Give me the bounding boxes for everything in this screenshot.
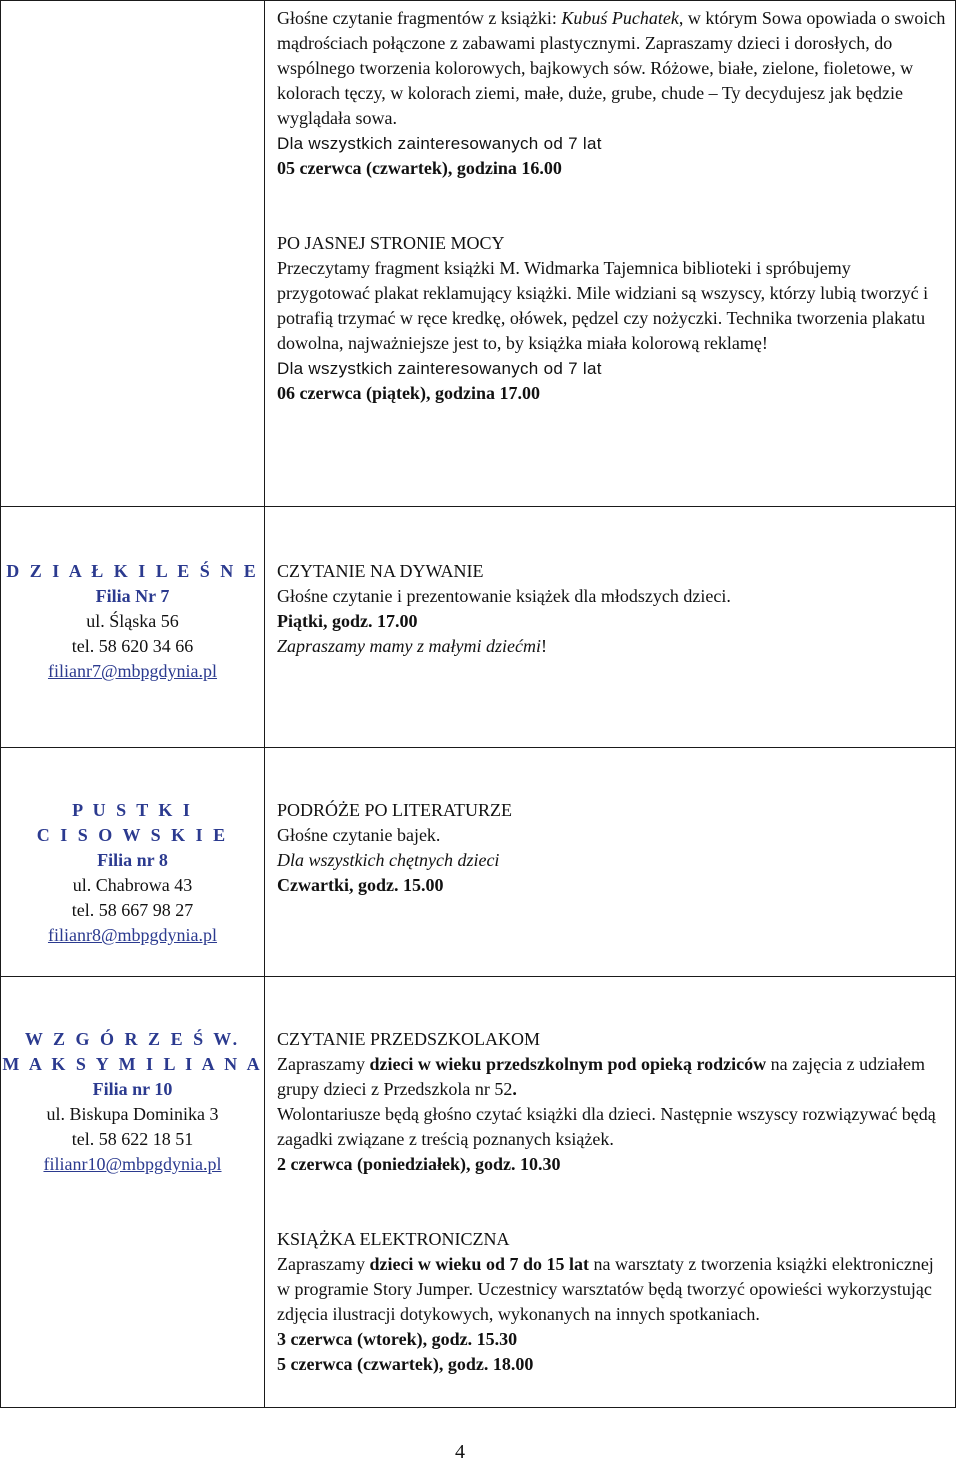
library-name: W Z G Ó R Z E Ś W. (24, 1029, 241, 1049)
event-title: PODRÓŻE PO LITERATURZE (277, 800, 512, 820)
event-title: PO JASNEJ STRONIE MOCY (277, 233, 505, 253)
event-note: Zapraszamy mamy z małymi dziećmi! (277, 636, 547, 656)
library-cell (1, 507, 265, 748)
event-title: CZYTANIE PRZEDSZKOLAKOM (277, 1029, 541, 1049)
library-cell-empty (1, 1, 265, 507)
library-name: D Z I A Ł K I L E Ś N E (6, 561, 259, 581)
library-name-line2: M A K S Y M I L I A N A (2, 1054, 263, 1074)
event-cell (265, 1, 956, 507)
schedule-row (1, 748, 956, 977)
event-audience: Dla wszystkich chętnych dzieci (277, 850, 500, 870)
event-audience: Dla wszystkich zainteresowanych od 7 lat (277, 359, 602, 378)
event-date: 05 czerwca (czwartek), godzina 16.00 (277, 158, 562, 178)
library-phone: tel. 58 667 98 27 (71, 900, 194, 920)
event-date: 3 czerwca (wtorek), godz. 15.30 (277, 1329, 518, 1349)
library-street: ul. Biskupa Dominika 3 (46, 1104, 219, 1124)
event-date: 06 czerwca (piątek), godzina 17.00 (277, 383, 540, 403)
event-description-2: Wolontariusze będą głośno czytać książki dla dzieci. Następnie wszyscy rozwiązywać będą zagadki związane z treścią poznanych książek. (277, 1104, 936, 1149)
event-description: Zapraszamy dzieci w wieku przedszkolnym pod opieką rodziców na zajęcia z udziałem grupy dzieci z Przedszkola nr 52. (277, 1054, 926, 1099)
library-email-link[interactable]: filianr7@mbpgdynia.pl (47, 661, 218, 681)
book-title: Kubuś Puchatek (561, 8, 679, 28)
event-title: CZYTANIE NA DYWANIE (277, 561, 484, 581)
event-date-2: 5 czerwca (czwartek), godz. 18.00 (277, 1354, 534, 1374)
event-date: Piątki, godz. 17.00 (277, 611, 418, 631)
page-number: 4 (455, 1441, 465, 1463)
library-email-link[interactable]: filianr10@mbpgdynia.pl (43, 1154, 222, 1174)
branch-number: Filia Nr 7 (95, 586, 170, 606)
library-cell (1, 748, 265, 977)
library-phone: tel. 58 620 34 66 (71, 636, 194, 656)
event-cell (265, 977, 956, 1408)
library-street: ul. Chabrowa 43 (72, 875, 193, 895)
event-date: 2 czerwca (poniedziałek), godz. 10.30 (277, 1154, 561, 1174)
event-audience: Dla wszystkich zainteresowanych od 7 lat (277, 134, 602, 153)
event-date: Czwartki, godz. 15.00 (277, 875, 444, 895)
event-cell (265, 748, 956, 977)
library-street: ul. Śląska 56 (86, 611, 179, 631)
schedule-row (1, 507, 956, 748)
library-name: P U S T K I (72, 800, 193, 820)
event-description: Zapraszamy dzieci w wieku od 7 do 15 lat na warsztaty z tworzenia książki elektronicznej w programie Story Jumper. Uczestnicy warsztatów będą tworzyć opowieści wykorzystując zdjęcia ilustracji dotykowych, wykonanych na innych spotkaniach. (277, 1254, 934, 1324)
event-cell (265, 507, 956, 748)
library-email-link[interactable]: filianr8@mbpgdynia.pl (47, 925, 218, 945)
library-phone: tel. 58 622 18 51 (71, 1129, 194, 1149)
schedule-row (1, 977, 956, 1408)
branch-number: Filia nr 8 (97, 850, 168, 870)
event-description: Głośne czytanie i prezentowanie książek dla młodszych dzieci. (277, 586, 731, 606)
event-title: KSIĄŻKA ELEKTRONICZNA (277, 1229, 510, 1249)
event-description: Głośne czytanie bajek. (277, 825, 441, 845)
event-description: Przeczytamy fragment książki M. Widmarka Tajemnica biblioteki i spróbujemy przygotować plakat reklamujący książki. Mile widziani są wszyscy, którzy lubią tworzyć i potrafią trzymać w ręce kredkę, ołówek, pędzel czy nożyczki. Technika tworzenia plakatu dowolna, najważniejsze jest to, by książka miała kolorową reklamę! (277, 258, 929, 353)
library-cell (1, 977, 265, 1408)
schedule-row (1, 1, 956, 507)
library-name-line2: C I S O W S K I E (36, 825, 229, 845)
branch-number: Filia nr 10 (92, 1079, 173, 1099)
event-description: Głośne czytanie fragmentów z książki: Kubuś Puchatek, w którym Sowa opowiada o swoich mądrościach połączone z zabawami plastycznymi. Zapraszamy dzieci i dorosłych, do wspólnego tworzenia kolorowych, bajkowych sów. Różowe, białe, zielone, fioletowe, w kolorach tęczy, w kolorach ziemi, małe, duże, grube, chude – Ty decydujesz jak będzie wyglądała sowa. (277, 8, 946, 128)
